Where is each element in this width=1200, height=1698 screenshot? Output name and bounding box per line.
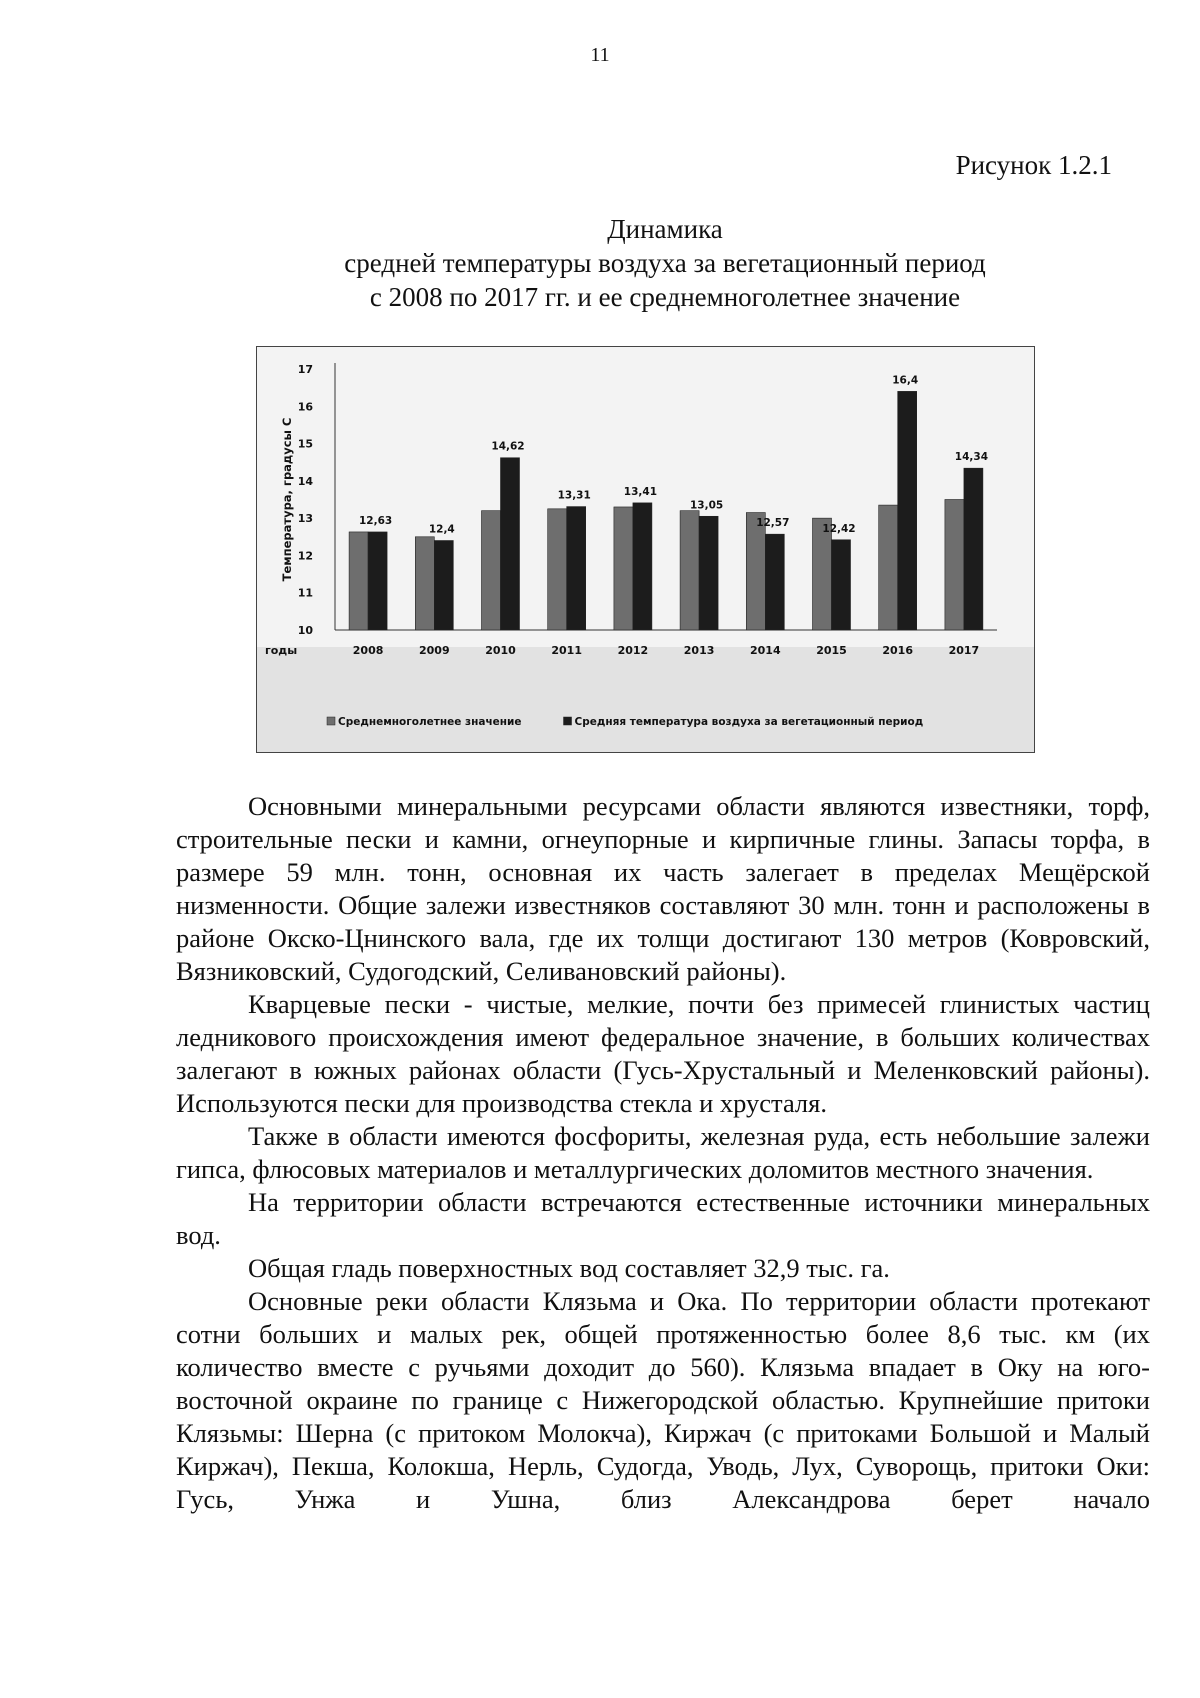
data-label: 16,4 (892, 374, 919, 387)
data-label: 14,62 (491, 440, 525, 453)
data-label: 12,57 (756, 517, 790, 530)
legend-swatch-season-temperature (564, 717, 572, 725)
x-tick-label: 2015 (816, 644, 847, 657)
bar-average (879, 505, 898, 630)
page-number: 11 (590, 44, 610, 66)
y-tick-label: 11 (297, 586, 313, 600)
data-label: 12,4 (428, 523, 455, 536)
bar-average (415, 537, 434, 630)
y-tick-label: 13 (297, 512, 313, 526)
data-label: 13,05 (689, 499, 724, 512)
bar-season-temperature (898, 391, 917, 630)
bar-season-temperature (964, 468, 983, 630)
bar-average (548, 509, 567, 630)
paragraph-mineral-waters: На территории области встречаются естественные источники минеральных вод. (176, 1187, 1150, 1250)
bar-average (482, 511, 501, 630)
bar-season-temperature (633, 503, 652, 630)
bar-average (945, 500, 964, 631)
paragraph-mineral-resources: Основными минеральными ресурсами области являются известняки, торф, строительные пески и камни, огнеупорные и кирпичные глины. Запасы торфа, в размере 59 млн. тонн, основная их часть залегает в пределах Мещёрской низменности. Общие залежи известняков составляют 30 млн. тонн и расположены в районе Окско-Цнинского вала, где их толщи достигают 130 метров (Ковровский, Вязниковский, Судогодский, Селивановский районы). (176, 791, 1150, 986)
bar-season-temperature (832, 540, 851, 630)
paragraph-rivers: Основные реки области Клязьма и Ока. По территории области протекают сотни больших и малых рек, общей протяженностью более 8,6 тыс. км (их количество вместе с ручьями доходит до 560). Клязьма впадает в Оку на юго-восточной окраине по границе с Нижегородской областью. Крупнейшие притоки Клязьмы: Шерна (с притоком Молокча), Киржач (с притоками Большой и Малый Киржач), Пекша, Колокша, Нерль, Судогда, Уводь, Лух, Суворощь, притоки Оки: Гусь, Унжа и Ушна, близ Александрова берет начало (176, 1286, 1150, 1514)
x-axis-title: годы (265, 644, 298, 657)
chart-title-line-3: с 2008 по 2017 гг. и ее среднемноголетнее значение (369, 282, 961, 312)
x-tick-label: 2013 (683, 644, 715, 657)
y-axis-title: Температура, градусы С (280, 417, 294, 582)
y-tick-label: 12 (297, 549, 313, 563)
data-label: 13,31 (557, 489, 591, 502)
data-label: 13,41 (623, 485, 658, 498)
y-tick-label: 14 (297, 474, 313, 488)
x-tick-label: 2008 (352, 644, 384, 657)
paragraph-quartz-sands: Кварцевые пески - чистые, мелкие, почти без примесей глинистых частиц ледникового происхождения имеют федеральное значение, в больших количествах залегают в южных районах области (Гусь-Хрустальный и Меленковский районы). Используются пески для производства стекла и хрусталя. (176, 989, 1150, 1118)
bar-season-temperature (368, 532, 387, 630)
y-tick-label: 15 (297, 437, 313, 451)
chart-title-line-1: Динамика (607, 214, 723, 244)
chart-title-line-2: средней температуры воздуха за вегетационный период (344, 248, 986, 278)
bar-average (813, 518, 832, 630)
bar-season-temperature (501, 458, 520, 630)
y-tick-label: 10 (297, 624, 313, 637)
x-tick-label: 2017 (948, 644, 980, 657)
x-tick-label: 2012 (617, 644, 649, 657)
bar-average (746, 513, 765, 630)
data-label: 12,42 (822, 522, 856, 535)
y-tick-label: 16 (297, 400, 313, 414)
bar-season-temperature (699, 516, 718, 630)
bar-average (614, 507, 633, 630)
data-label: 14,34 (954, 451, 989, 464)
legend-label-average: Среднемноголетнее значение (338, 716, 522, 728)
temperature-chart-svg (257, 347, 1034, 752)
x-tick-label: 2014 (749, 644, 781, 657)
figure-label: Рисунок 1.2.1 (955, 150, 1112, 180)
paragraph-phosphorites: Также в области имеются фосфориты, железная руда, есть небольшие залежи гипса, флюсовых материалов и металлургических доломитов местного значения. (176, 1121, 1150, 1184)
x-tick-label: 2009 (418, 644, 450, 657)
bar-average (349, 532, 368, 630)
temperature-chart (256, 346, 1035, 753)
y-tick-label: 17 (297, 363, 313, 376)
x-tick-label: 2016 (882, 644, 914, 657)
data-label: 12,63 (358, 514, 393, 527)
bar-average (680, 511, 699, 630)
x-tick-label: 2011 (551, 644, 583, 657)
chart-title (0, 212, 1200, 314)
legend-label-season-temperature: Средняя температура воздуха за вегетационный период (574, 716, 924, 728)
legend-swatch-average (327, 717, 335, 725)
bar-season-temperature (765, 534, 784, 630)
body-text (176, 790, 1150, 1516)
paragraph-surface-waters: Общая гладь поверхностных вод составляет 32,9 тыс. га. (248, 1253, 890, 1283)
bar-season-temperature (434, 541, 453, 630)
bar-season-temperature (567, 507, 586, 630)
x-tick-label: 2010 (485, 644, 516, 657)
